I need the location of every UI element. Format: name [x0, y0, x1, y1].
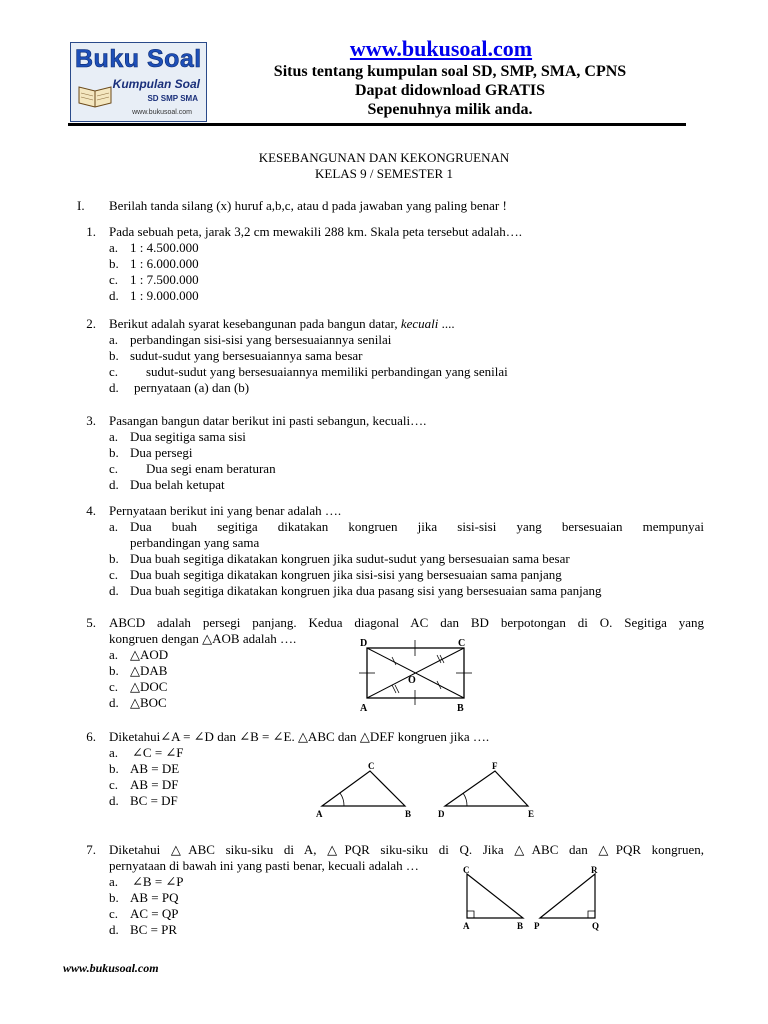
option-letter: c. [109, 906, 119, 921]
option-text-continued[interactable]: perbandingan yang sama [130, 535, 260, 550]
figure-label: F [492, 761, 498, 771]
figure-label: B [405, 809, 412, 819]
option-text[interactable]: ∠B = ∠P [132, 874, 184, 889]
option-letter: b. [109, 761, 119, 776]
header-line-3: Sepenuhnya milik anda. [367, 101, 533, 118]
question-text: ABCD adalah persegi panjang. Kedua diagonal AC dan BD berpotongan di O. Segitiga yang [109, 615, 704, 630]
rectangle-diagram [355, 635, 480, 715]
option-letter: b. [109, 890, 119, 905]
option-text[interactable]: pernyataan (a) dan (b) [134, 380, 250, 395]
option-text[interactable]: Dua buah segitiga dikatakan kongruen jika sudut-sudut yang bersesuaian sama besar [130, 551, 570, 566]
option-letter: b. [109, 348, 119, 363]
option-text[interactable]: ∠C = ∠F [132, 745, 184, 760]
option-text[interactable]: AB = PQ [130, 890, 179, 905]
option-letter: d. [109, 793, 119, 808]
option-text[interactable]: sudut-sudut yang bersesuaiannya sama besar [130, 348, 363, 363]
option-text[interactable]: BC = DF [130, 793, 178, 808]
option-text[interactable]: Dua buah segitiga dikatakan kongruen jika sisi-sisi yang bersesuaian sama panjang [130, 567, 562, 582]
question-text-continued: kongruen dengan △AOB adalah …. [109, 631, 297, 646]
triangles-diagram [310, 758, 550, 820]
option-letter: c. [109, 272, 119, 287]
question-text: Pasangan bangun datar berikut ini pasti sebangun, kecuali…. [109, 413, 427, 428]
figure-label: C [458, 638, 466, 649]
option-text[interactable]: sudut-sudut yang bersesuaiannya memiliki perbandingan yang senilai [146, 364, 508, 379]
site-link[interactable]: www.bukusoal.com [349, 36, 533, 61]
option-text[interactable]: BC = PR [130, 922, 178, 937]
option-text[interactable]: △DOC [130, 679, 168, 694]
option-letter: c. [109, 364, 119, 379]
option-letter: c. [109, 461, 119, 476]
doc-subtitle: KELAS 9 / SEMESTER 1 [315, 166, 453, 181]
figure-label: A [316, 809, 323, 819]
figure-label: R [591, 865, 598, 875]
logo-subtitle: Kumpulan Soal [112, 77, 200, 91]
logo-levels: SD SMP SMA [147, 94, 198, 103]
option-letter: b. [109, 663, 119, 678]
site-logo[interactable] [70, 42, 207, 122]
option-letter: a. [109, 519, 119, 534]
logo-site: www.bukusoal.com [132, 109, 192, 116]
option-text[interactable]: perbandingan sisi-sisi yang bersesuaiannya senilai [130, 332, 392, 347]
header-divider [68, 123, 686, 126]
option-letter: a. [109, 240, 119, 255]
book-icon [77, 81, 113, 111]
option-letter: a. [109, 874, 119, 889]
figure-label: Q [592, 921, 600, 931]
option-letter: d. [109, 477, 119, 492]
option-text[interactable]: 1 : 4.500.000 [130, 240, 199, 255]
option-text[interactable]: 1 : 6.000.000 [130, 256, 199, 271]
option-letter: a. [109, 332, 119, 347]
question-text: Pada sebuah peta, jarak 3,2 cm mewakili 288 km. Skala peta tersebut adalah…. [109, 224, 522, 239]
question-number: 1. [86, 224, 96, 239]
right-angle-mark [588, 911, 595, 918]
question-text: Diketahui∠A = ∠D dan ∠B = ∠E. △ABC dan △DEF kongruen jika …. [109, 729, 490, 744]
option-text[interactable]: △BOC [130, 695, 167, 710]
question-number: 3. [86, 413, 96, 428]
figure-label: A [463, 921, 470, 931]
figure-label: P [534, 921, 540, 931]
right-triangles-diagram [455, 862, 615, 934]
question-text-continued: pernyataan di bawah ini yang pasti benar, kecuali adalah … [109, 858, 419, 873]
question-number: 6. [86, 729, 96, 744]
option-text[interactable]: Dua segi enam beraturan [146, 461, 276, 476]
header-line-1: Situs tentang kumpulan soal SD, SMP, SMA, CPNS [273, 63, 627, 80]
option-letter: a. [109, 429, 119, 444]
option-letter: b. [109, 551, 119, 566]
option-letter: c. [109, 567, 119, 582]
option-letter: d. [109, 922, 119, 937]
footer-link[interactable]: www.bukusoal.com [63, 961, 159, 975]
option-text[interactable]: Dua buah segitiga dikatakan kongruen jika sisi-sisi yang bersesuaian mempunyai [130, 519, 704, 534]
figure-label: E [528, 809, 535, 819]
question-text: Berikut adalah syarat kesebangunan pada bangun datar, kecuali .... [109, 316, 455, 331]
option-letter: b. [109, 445, 119, 460]
question-text: Pernyataan berikut ini yang benar adalah …. [109, 503, 342, 518]
option-letter: d. [109, 695, 119, 710]
option-text[interactable]: AC = QP [130, 906, 179, 921]
option-letter: a. [109, 745, 119, 760]
question-number: 7. [86, 842, 96, 857]
triangle-abc [322, 771, 405, 806]
header-line-2: Dapat didownload GRATIS [355, 82, 545, 99]
option-text[interactable]: Dua buah segitiga dikatakan kongruen jika dua pasang sisi yang bersesuaian sama panjang [130, 583, 602, 598]
option-letter: a. [109, 647, 119, 662]
triangle-abc [467, 874, 523, 918]
figure-label: C [368, 761, 375, 771]
doc-title: KESEBANGUNAN DAN KEKONGRUENAN [258, 150, 510, 165]
section-instruction: Berilah tanda silang (x) huruf a,b,c, atau d pada jawaban yang paling benar ! [109, 198, 507, 213]
triangle-def [445, 771, 528, 806]
option-letter: d. [109, 288, 119, 303]
question-number: 4. [86, 503, 96, 518]
option-text[interactable]: Dua belah ketupat [130, 477, 225, 492]
section-roman: I. [77, 198, 85, 213]
option-text[interactable]: 1 : 7.500.000 [130, 272, 199, 287]
figure-label: A [360, 703, 368, 714]
option-text[interactable]: △DAB [130, 663, 168, 678]
option-text[interactable]: △AOD [130, 647, 169, 662]
triangle-pqr [540, 874, 595, 918]
option-letter: c. [109, 777, 119, 792]
angle-arc [340, 793, 344, 806]
option-letter: b. [109, 256, 119, 271]
option-letter: d. [109, 380, 119, 395]
question-number: 2. [86, 316, 96, 331]
figure-label: D [360, 638, 368, 649]
right-angle-mark [467, 911, 474, 918]
figure-label: B [517, 921, 524, 931]
option-text[interactable]: Dua persegi [130, 445, 193, 460]
option-letter: d. [109, 583, 119, 598]
question-text: Diketahui △ABC siku-siku di A, △PQR siku-siku di Q. Jika △ABC dan △PQR kongruen, [109, 842, 704, 857]
option-text[interactable]: AB = DF [130, 777, 179, 792]
option-text[interactable]: Dua segitiga sama sisi [130, 429, 246, 444]
figure-label: O [408, 675, 416, 686]
figure-label: B [457, 703, 464, 714]
angle-arc [463, 793, 467, 806]
figure-label: C [463, 865, 470, 875]
question-number: 5. [86, 615, 96, 630]
logo-title: Buku Soal [75, 45, 202, 73]
option-text[interactable]: AB = DE [130, 761, 180, 776]
option-text[interactable]: 1 : 9.000.000 [130, 288, 199, 303]
option-letter: c. [109, 679, 119, 694]
figure-label: D [438, 809, 445, 819]
